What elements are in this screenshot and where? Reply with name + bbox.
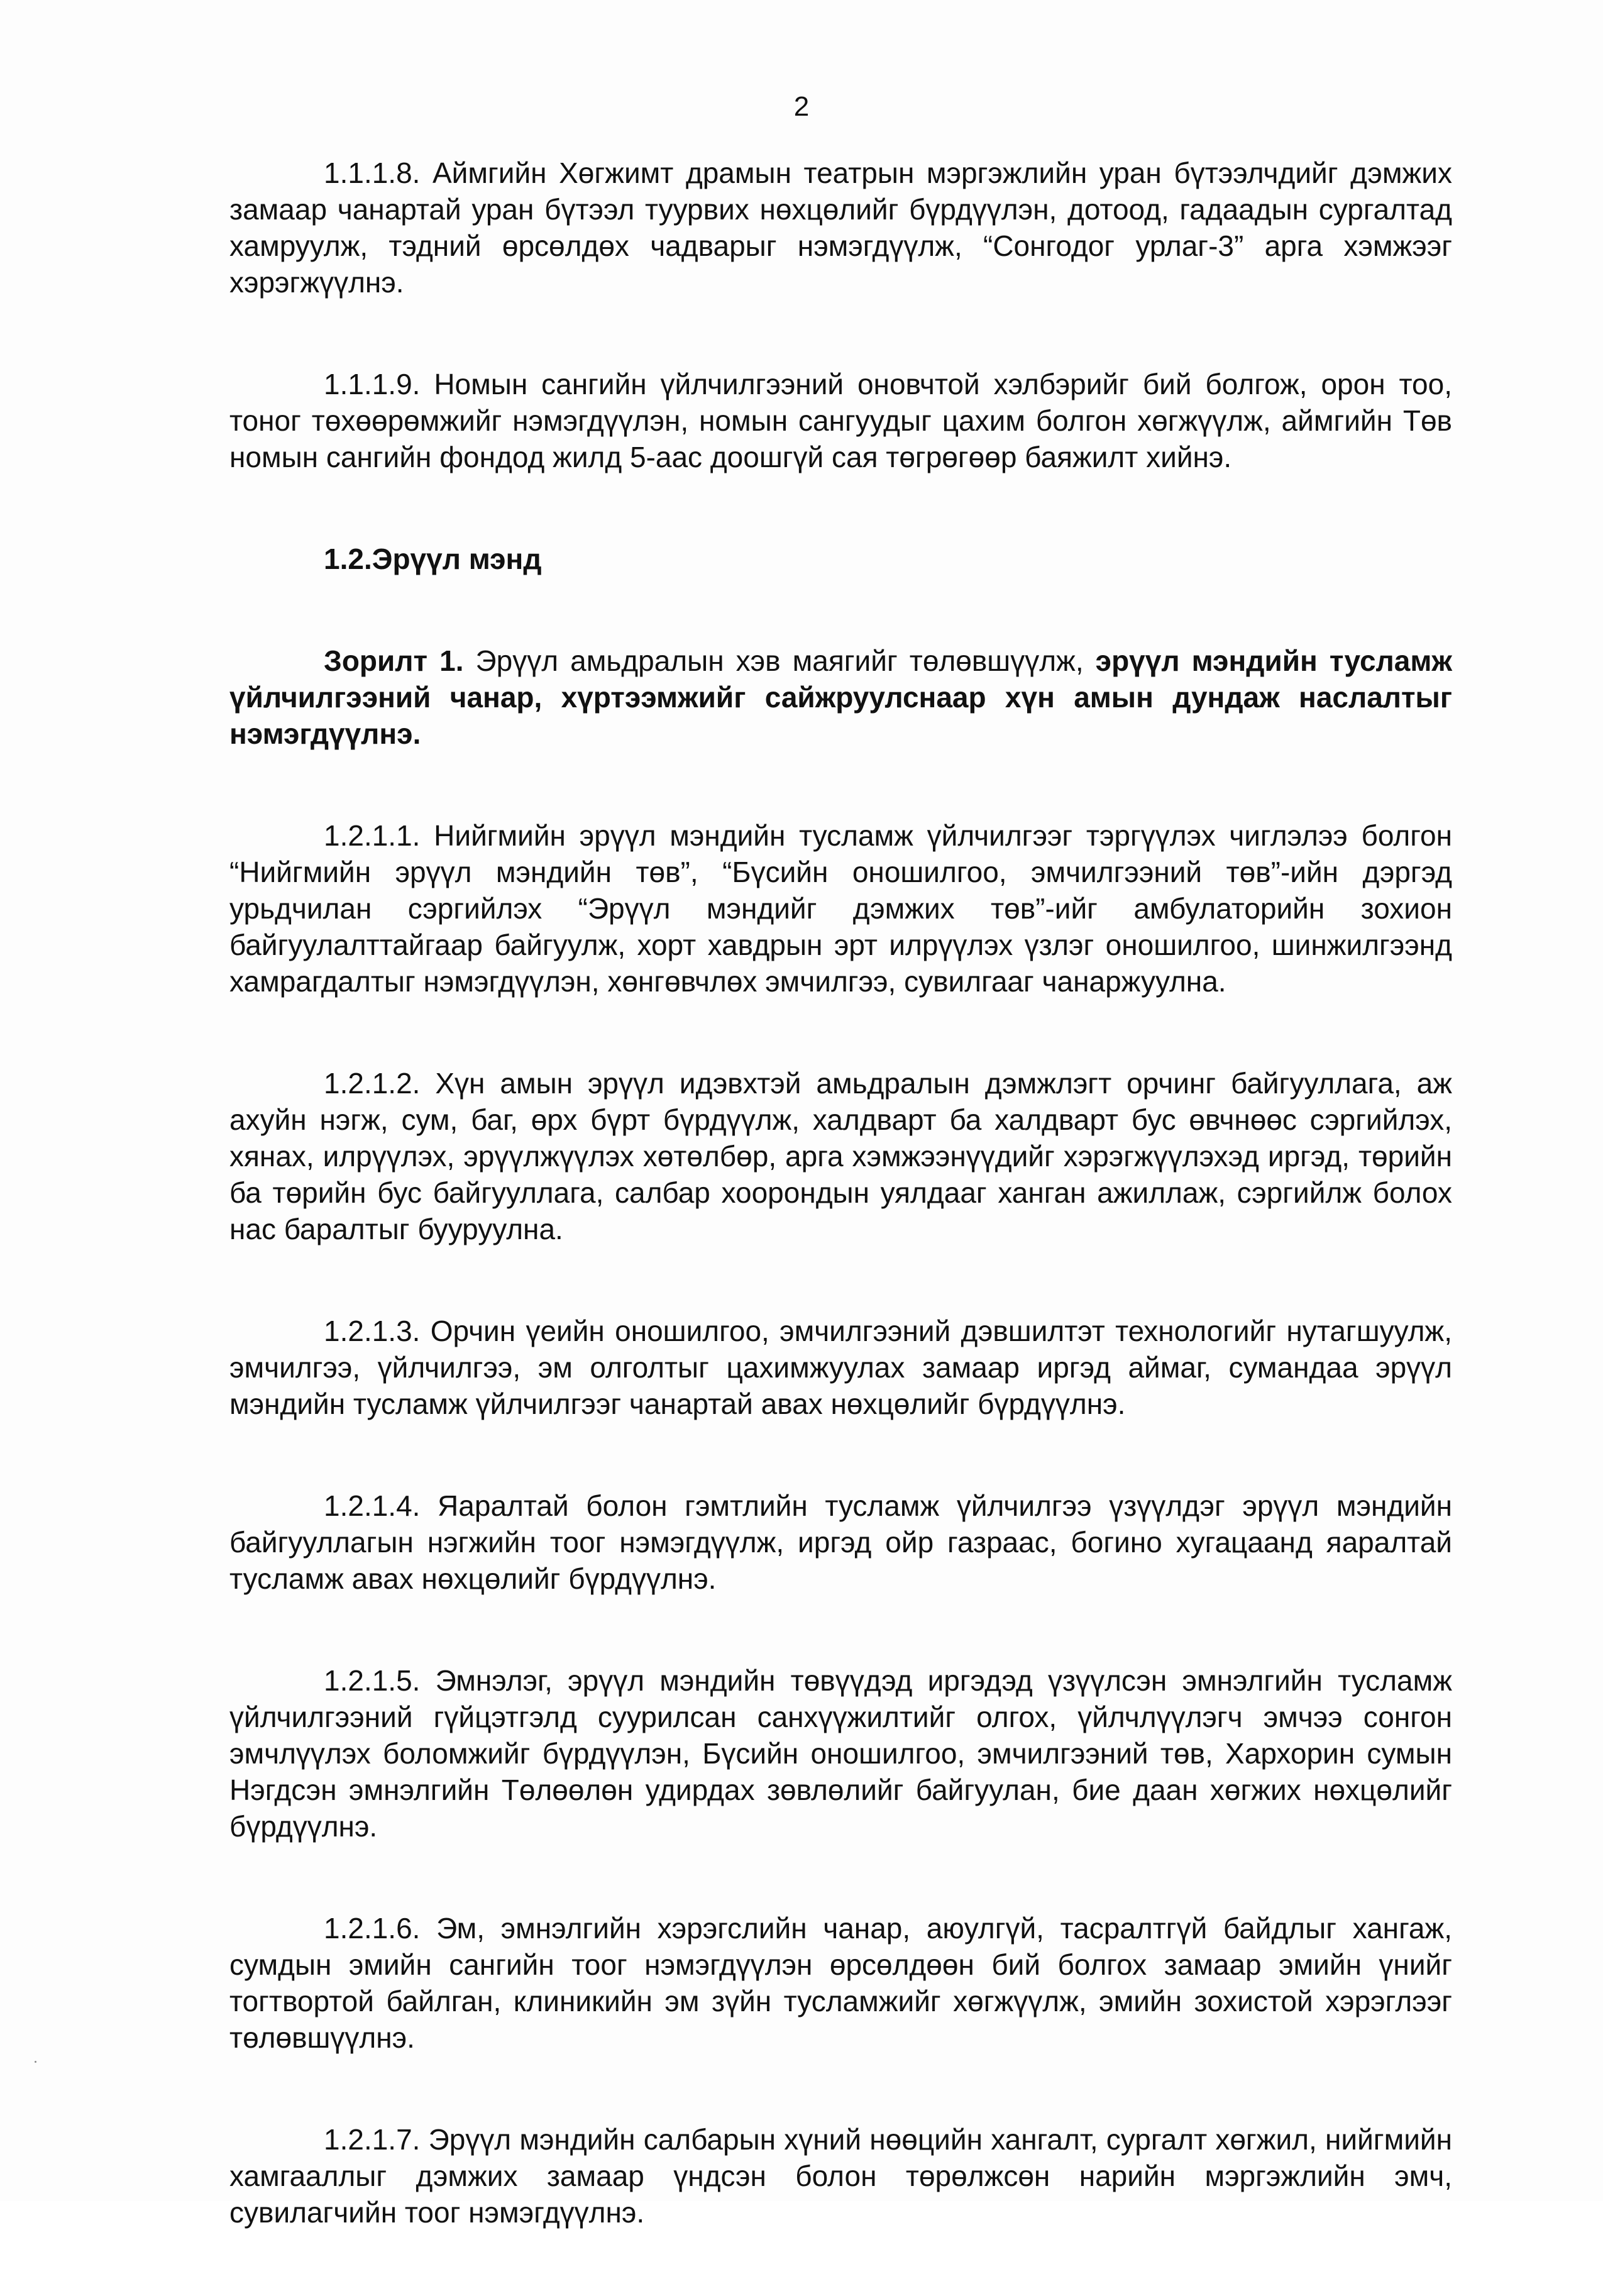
paragraph-1-2-1-1: 1.2.1.1. Нийгмийн эрүүл мэндийн тусламж үйлчилгээг тэргүүлэх чиглэлээ болгон “Нийгмийн эрүүл мэндийн төв”, “Бүсийн оношилгоо, эмчилгээний төв”-ийн дэргэд урьдчилан сэргийлэх “Эрүүл мэндийг дэмжих төв”-ийг амбулаторийн зохион байгуулалттайгаар байгуулж, хорт хавдрын эрт илрүүлэх үзлэг оношилгоо, шинжилгээнд хамрагдалтыг нэмэгдүүлэн, хөнгөвчлөх эмчилгээ, сувилгааг чанаржуулна.	[229, 819, 1452, 998]
goal-label: Зорилт 1.	[324, 644, 464, 677]
section-heading: 1.2.Эрүүл мэнд	[324, 543, 542, 575]
goal-paragraph	[229, 643, 1452, 752]
goal-text-normal: Эрүүл амьдралын хэв маягийг төлөвшүүлж,	[463, 644, 1096, 677]
paragraph-1-2-1-6: 1.2.1.6. Эм, эмнэлгийн хэрэгслийн чанар, аюулгүй, тасралтгүй байдлыг хангаж, сумдын эмийн сангийн тоог нэмэгдүүлэн өрсөлдөөн бий болгох замаар эмийн үнийг тогтвортой байлган, клиникийн эм зүйн тусламжийг хөгжүүлж, эмийн зохистой хэрэглээг төлөвшүүлнэ.	[229, 1912, 1452, 2054]
page-number: 2	[793, 91, 810, 122]
paragraph-1-2-1-5: 1.2.1.5. Эмнэлэг, эрүүл мэндийн төвүүдэд иргэдэд үзүүлсэн эмнэлгийн тусламж үйлчилгээний гүйцэтгэлд суурилсан санхүүжилтийг олгох, үйлчлүүлэгч эмчээ сонгон эмчлүүлэх боломжийг бүрдүүлэн, Бүсийн оношилгоо, эмчилгээний төв, Хархорин сумын Нэгдсэн эмнэлгийн Төлөөлөн удирдах зөвлөлийг байгуулан, бие даан хөгжих нөхцөлийг бүрдүүлнэ.	[229, 1664, 1452, 1843]
goal-text-bold: эрүүл мэндийн тусламж үйлчилгээний чанар, хүртээмжийг сайжруулснаар хүн амын дундаж наслалтыг нэмэгдүүлнэ.	[229, 644, 1452, 750]
paragraph-1-1-1-9: 1.1.1.9. Номын сангийн үйлчилгээний оновчтой хэлбэрийг бий болгож, орон тоо, тоног төхөөрөмжийг нэмэгдүүлэн, номын сангуудыг цахим болгон хөгжүүлж, аймгийн Төв номын сангийн фондод жилд 5-аас доошгүй сая төгрөгөөр баяжилт хийнэ.	[229, 368, 1452, 473]
paragraph-1-2-1-7: 1.2.1.7. Эрүүл мэндийн салбарын хүний нөөцийн хангалт, сургалт хөгжил, нийгмийн хамгааллыг дэмжих замаар үндсэн болон төрөлжсөн нарийн мэргэжлийн эмч, сувилагчийн тоог нэмэгдүүлнэ.	[229, 2123, 1452, 2229]
paragraph-1-2-1-2: 1.2.1.2. Хүн амын эрүүл идэвхтэй амьдралын дэмжлэгт орчинг байгууллага, аж ахуйн нэгж, сум, баг, өрх бүрт бүрдүүлж, халдварт ба халдварт бус өвчнөөс сэргийлэх, хянах, илрүүлэх, эрүүлжүүлэх хөтөлбөр, арга хэмжээнүүдийг хэрэгжүүлэхэд иргэд, төрийн ба төрийн бус байгууллага, салбар хоорондын уялдааг ханган ажиллаж, сэргийлж болох нас баралтыг бууруулна.	[229, 1067, 1452, 1245]
paragraph-1-2-1-3: 1.2.1.3. Орчин үеийн оношилгоо, эмчилгээний дэвшилтэт технологийг нутагшуулж, эмчилгээ, үйлчилгээ, эм олголтыг цахимжуулах замаар иргэд аймаг, сумандаа эрүүл мэндийн тусламж үйлчилгээг чанартай авах нөхцөлийг бүрдүүлнэ.	[229, 1315, 1452, 1420]
paragraph-1-2-1-4: 1.2.1.4. Яаралтай болон гэмтлийн тусламж үйлчилгээ үзүүлдэг эрүүл мэндийн байгууллагын нэгжийн тоог нэмэгдүүлж, иргэд ойр газраас, богино хугацаанд яаралтай тусламж авах нөхцөлийг бүрдүүлнэ.	[229, 1489, 1452, 1595]
scan-speck	[35, 2061, 36, 2063]
paragraph-1-1-1-8: 1.1.1.8. Аймгийн Хөгжимт драмын театрын мэргэжлийн уран бүтээлчдийг дэмжих замаар чанартай уран бүтээл туурвих нөхцөлийг бүрдүүлэн, дотоод, гадаадын сургалтад хамруулж, тэдний өрсөлдөх чадварыг нэмэгдүүлж, “Сонгодог урлаг-3” арга хэмжээг хэрэгжүүлнэ.	[229, 157, 1452, 299]
page-content	[229, 155, 1452, 2296]
